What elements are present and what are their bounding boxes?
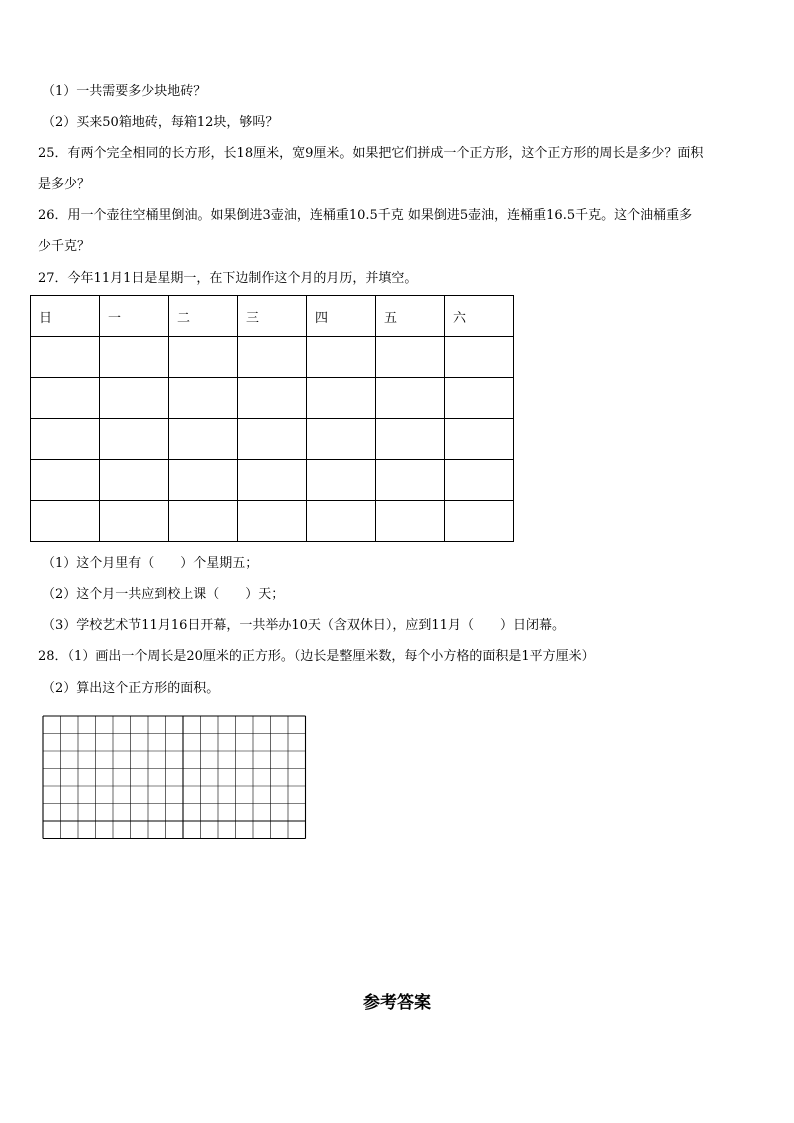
calendar-cell[interactable] (307, 460, 376, 501)
calendar-cell[interactable] (445, 337, 514, 378)
calendar-cell[interactable] (31, 460, 100, 501)
calendar-cell[interactable] (100, 460, 169, 501)
weekday-mon: 一 (100, 296, 169, 337)
calendar-cell[interactable] (445, 501, 514, 542)
calendar-cell[interactable] (31, 337, 100, 378)
q24-sub2: （2）买来50箱地砖，每箱12块，够吗？ (42, 115, 279, 130)
calendar-cell[interactable] (238, 337, 307, 378)
calendar-cell[interactable] (307, 419, 376, 460)
q24-sub1: （1）一共需要多少块地砖？ (42, 84, 207, 99)
calendar-cell[interactable] (100, 337, 169, 378)
q27-sub3: （3）学校艺术节11月16日开幕，一共举办10天（含双休日），应到11月（ ）日闭幕。 (42, 618, 565, 633)
calendar-cell[interactable] (31, 378, 100, 419)
q27-sub1: （1）这个月里有（ ）个星期五； (42, 556, 259, 571)
weekday-thu: 四 (307, 296, 376, 337)
weekday-wed: 三 (238, 296, 307, 337)
calendar-cell[interactable] (445, 419, 514, 460)
calendar-cell[interactable] (169, 337, 238, 378)
q27-sub2: （2）这个月一共应到校上课（ ）天； (42, 587, 285, 602)
calendar-cell[interactable] (238, 378, 307, 419)
q28-sub2: （2）算出这个正方形的面积。 (42, 681, 220, 696)
calendar-cell[interactable] (376, 378, 445, 419)
q26-line2: 少千克？ (38, 239, 91, 254)
calendar-cell[interactable] (169, 378, 238, 419)
calendar-cell[interactable] (376, 419, 445, 460)
calendar-cell[interactable] (307, 337, 376, 378)
calendar-cell[interactable] (376, 501, 445, 542)
calendar-week-row (31, 337, 514, 378)
calendar-cell[interactable] (169, 501, 238, 542)
calendar-cell[interactable] (31, 419, 100, 460)
calendar-cell[interactable] (238, 460, 307, 501)
calendar-cell[interactable] (376, 337, 445, 378)
q27-intro: 27．今年11月1日是星期一，在下边制作这个月的月历，并填空。 (38, 271, 418, 286)
calendar-cell[interactable] (376, 460, 445, 501)
calendar-cell[interactable] (445, 460, 514, 501)
calendar-cell[interactable] (445, 378, 514, 419)
calendar-cell[interactable] (169, 419, 238, 460)
calendar-cell[interactable] (100, 378, 169, 419)
weekday-sun: 日 (31, 296, 100, 337)
calendar-header-row (31, 296, 514, 337)
calendar-cell[interactable] (100, 501, 169, 542)
q28-sub1: 28．（1）画出一个周长是20厘米的正方形。（边长是整厘米数，每个小方格的面积是1平方厘米） (38, 649, 595, 664)
calendar-cell[interactable] (238, 419, 307, 460)
calendar-cell[interactable] (307, 501, 376, 542)
weekday-fri: 五 (376, 296, 445, 337)
q25-line1: 25．有两个完全相同的长方形，长18厘米，宽9厘米。如果把它们拼成一个正方形，这个正方形的周长是多少？面积 (38, 146, 704, 161)
grid-lines (43, 716, 306, 839)
calendar-cell[interactable] (169, 460, 238, 501)
square-grid[interactable] (42, 715, 308, 841)
calendar-cell[interactable] (307, 378, 376, 419)
answer-title: 参考答案 (363, 993, 431, 1013)
calendar-cell[interactable] (31, 501, 100, 542)
weekday-tue: 二 (169, 296, 238, 337)
calendar-cell[interactable] (238, 501, 307, 542)
calendar-week-row (31, 501, 514, 542)
calendar-week-row (31, 460, 514, 501)
calendar-week-row (31, 419, 514, 460)
calendar-cell[interactable] (100, 419, 169, 460)
q25-line2: 是多少？ (38, 177, 91, 192)
calendar-table (30, 295, 514, 542)
calendar-week-row (31, 378, 514, 419)
weekday-sat: 六 (445, 296, 514, 337)
q26-line1: 26．用一个壶往空桶里倒油。如果倒进3壶油，连桶重10.5千克 如果倒进5壶油，连桶重16.5千克。这个油桶重多 (38, 208, 693, 223)
